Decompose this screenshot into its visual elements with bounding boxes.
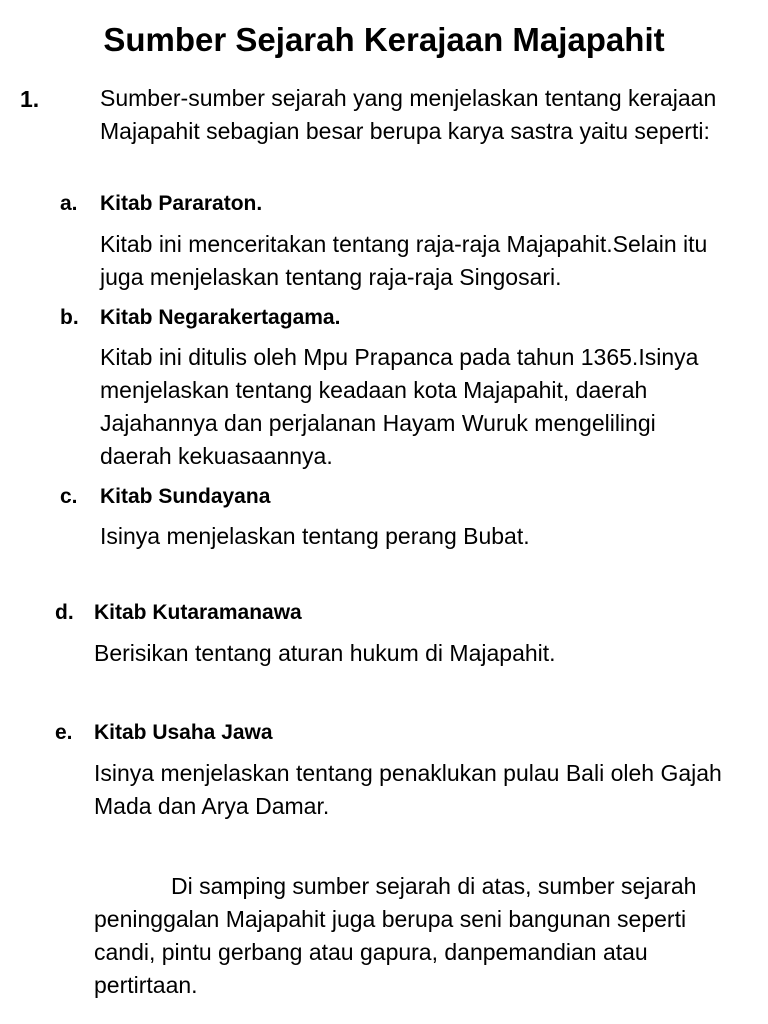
book-b-title: Kitab Negarakertagama. <box>100 306 341 329</box>
intro-paragraph: Sumber-sumber sejarah yang menjelaskan tentang kerajaan Majapahit sebagian besar berupa karya sastra yaitu seperti: <box>100 85 717 144</box>
book-d-description: Berisikan tentang aturan hukum di Majapahit. <box>94 640 556 666</box>
item-number: 1. <box>20 86 40 112</box>
page-title: Sumber Sejarah Kerajaan Majapahit <box>103 21 665 58</box>
book-b-description: Kitab ini ditulis oleh Mpu Prapanca pada tahun 1365.Isinya menjelaskan tentang keadaan kota Majapahit, daerah Jajahannya dan perjalanan Hayam Wuruk mengelilingi daerah kekuasaannya. <box>100 344 699 469</box>
book-c-letter: c. <box>60 485 78 508</box>
closing-paragraph: Di samping sumber sejarah di atas, sumber sejarah peninggalan Majapahit juga berupa seni bangunan seperti candi, pintu gerbang atau gapura, danpemandian atau pertirtaan. <box>94 873 697 998</box>
book-e-description: Isinya menjelaskan tentang penaklukan pulau Bali oleh Gajah Mada dan Arya Damar. <box>94 760 722 819</box>
book-a-description: Kitab ini menceritakan tentang raja-raja Majapahit.Selain itu juga menjelaskan tentang raja-raja Singosari. <box>100 231 708 290</box>
book-d-title: Kitab Kutaramanawa <box>94 601 302 624</box>
book-e-title: Kitab Usaha Jawa <box>94 721 273 744</box>
book-a-letter: a. <box>60 192 78 215</box>
book-d-letter: d. <box>55 601 74 624</box>
book-a-title: Kitab Pararaton. <box>100 192 263 215</box>
book-c-title: Kitab Sundayana <box>100 485 271 508</box>
book-b-letter: b. <box>60 306 79 329</box>
book-e-letter: e. <box>55 721 73 744</box>
book-c-description: Isinya menjelaskan tentang perang Bubat. <box>100 523 530 549</box>
